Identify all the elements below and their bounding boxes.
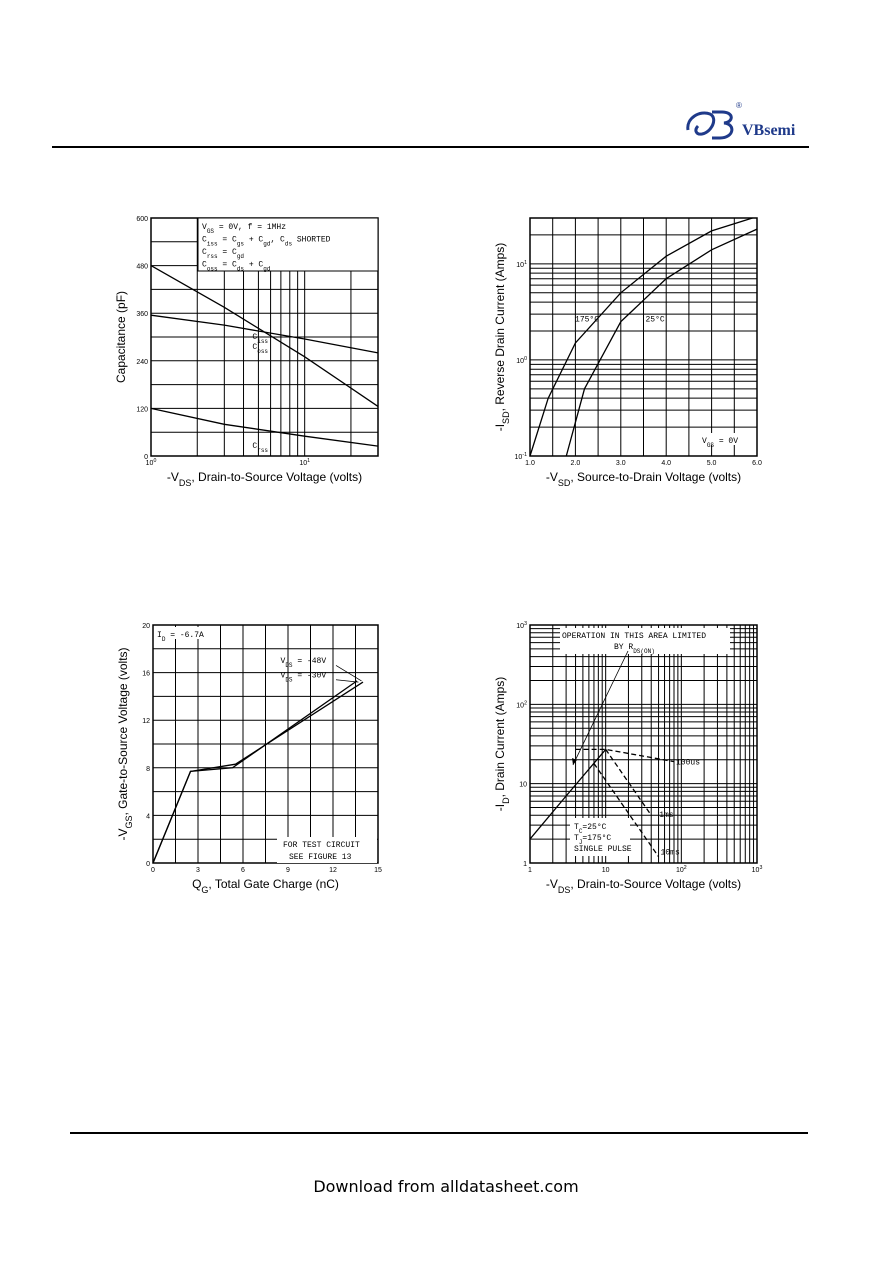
- annotation-1ms: 1ms: [659, 811, 674, 821]
- legend-entry: $V_{GS} = 0V$, f = 1MHz: [202, 223, 287, 235]
- y-tick-label: 4: [146, 813, 150, 821]
- x-tick-label: 6: [241, 867, 245, 874]
- x-tick-label: 15: [374, 867, 382, 874]
- series-label-0: $C_{iss}$: [252, 333, 269, 345]
- y-axis-label: Capacitance (pF): [114, 290, 128, 384]
- x-tick-label: $10^1$: [299, 458, 311, 467]
- y-tick-label: 20: [142, 623, 150, 630]
- x-axis-label: $Q_G$, Total Gate Charge (nC): [192, 877, 339, 895]
- reverse-drain-current-chart: [488, 210, 778, 500]
- series-label-0: 175°C: [575, 315, 600, 325]
- y-tick-label: 8: [146, 765, 150, 773]
- annotation-id: $I_D = -6.7A$: [157, 631, 204, 643]
- y-tick-label: 600: [136, 216, 148, 223]
- footer-text: Download from alldatasheet.com: [313, 1177, 579, 1196]
- y-tick-label: $10^3$: [516, 621, 527, 630]
- series-line-1: [151, 266, 378, 407]
- y-tick-label: $10^0$: [516, 355, 527, 365]
- annotation-limited: OPERATION IN THIS AREA LIMITED: [562, 632, 707, 641]
- series-line-0: [153, 682, 363, 863]
- brand-name: VBsemi: [742, 122, 796, 139]
- x-tick-label: 1: [528, 867, 532, 874]
- annotation-test-circuit: FOR TEST CIRCUIT: [283, 841, 360, 850]
- annotation-see-figure: SEE FIGURE 13: [289, 853, 352, 862]
- series-label-0: $V_{DS} = -48V$: [280, 657, 327, 669]
- y-tick-label: 360: [136, 311, 148, 319]
- annotation-10ms: 10ms: [660, 848, 680, 858]
- gate-charge-chart: [105, 615, 405, 905]
- series-label-1: $V_{DS} = -30V$: [280, 671, 327, 683]
- y-tick-label: 1: [523, 861, 527, 868]
- x-tick-label: 9: [286, 867, 290, 874]
- y-tick-label: 240: [136, 358, 148, 366]
- y-axis-label: $-V_{GS}$, Gate-to-Source Voltage (volts): [116, 647, 134, 841]
- legend-entry: $C_{oss} = C_{ds} + C_{gd}$: [202, 260, 271, 272]
- y-axis-label: $-I_{SD}$, Reverse Drain Current (Amps): [493, 242, 511, 432]
- x-tick-label: 12: [329, 867, 337, 874]
- legend-entry: $C_{iss} = C_{gs} + C_{gd}$, $C_{ds}$ SHORTED: [202, 235, 331, 247]
- footer-divider: [70, 1132, 808, 1134]
- registered-mark: ®: [736, 101, 742, 110]
- y-tick-label: 12: [142, 718, 150, 726]
- x-tick-label: 6.0: [752, 460, 762, 467]
- x-axis-label: $-V_{DS}$, Drain-to-Source Voltage (volts): [545, 877, 742, 895]
- x-tick-label: 1.0: [525, 460, 535, 467]
- y-tick-label: 0: [144, 454, 148, 461]
- annotation-tj: $T_J=175^\circ C$: [574, 834, 612, 846]
- y-tick-label: $10^{-1}$: [514, 452, 527, 461]
- x-tick-label: 2.0: [570, 460, 581, 467]
- y-tick-label: $10^1$: [516, 259, 527, 269]
- x-axis-label: $-V_{SD}$, Source-to-Drain Voltage (volts): [545, 470, 742, 488]
- series-line-2: [151, 408, 378, 446]
- y-tick-label: 10: [519, 781, 527, 789]
- header-divider: [52, 146, 809, 148]
- y-axis-label: $-I_D$, Drain Current (Amps): [493, 676, 511, 812]
- capacitance-chart: [105, 210, 405, 500]
- annotation-tc: $T_C=25^\circ C$: [574, 823, 607, 835]
- x-axis-label: $-V_{DS}$, Drain-to-Source Voltage (volts): [166, 470, 363, 488]
- x-tick-label: 10: [601, 867, 610, 874]
- x-tick-label: 0: [151, 867, 155, 874]
- plot-frame: [530, 625, 757, 863]
- x-tick-label: $10^2$: [675, 865, 687, 874]
- series-label-1: $C_{oss}$: [252, 343, 269, 355]
- annotation-rds: BY $R_{DS(ON)}$: [614, 643, 655, 655]
- y-tick-label: 0: [146, 861, 150, 868]
- legend-entry: $C_{rss} = C_{gd}$: [202, 248, 245, 260]
- safe-operating-area-chart: [488, 615, 778, 905]
- x-tick-label: $10^0$: [145, 458, 157, 467]
- x-tick-label: 5.0: [706, 460, 717, 467]
- series-label-1: 25°C: [645, 315, 665, 325]
- annotation-100us: 100us: [676, 758, 701, 768]
- y-tick-label: $10^2$: [516, 700, 527, 710]
- x-tick-label: $10^3$: [751, 865, 763, 874]
- series-label-2: $C_{rss}$: [252, 442, 269, 454]
- y-tick-label: 120: [136, 406, 148, 414]
- y-tick-label: 480: [136, 263, 148, 271]
- series-line-1: [566, 229, 757, 456]
- leader-line: [336, 665, 362, 680]
- x-tick-label: 3.0: [615, 460, 626, 467]
- annotation-vgs: $V_{GS} = 0V$: [702, 437, 739, 449]
- y-tick-label: 16: [142, 670, 150, 678]
- x-tick-label: 3: [196, 867, 200, 874]
- series-line-1: [153, 681, 357, 863]
- x-tick-label: 4.0: [661, 460, 672, 467]
- vbsemi-logo-mark: [682, 104, 742, 144]
- series-line-0: [530, 218, 753, 456]
- annotation-single-pulse: SINGLE PULSE: [574, 845, 632, 854]
